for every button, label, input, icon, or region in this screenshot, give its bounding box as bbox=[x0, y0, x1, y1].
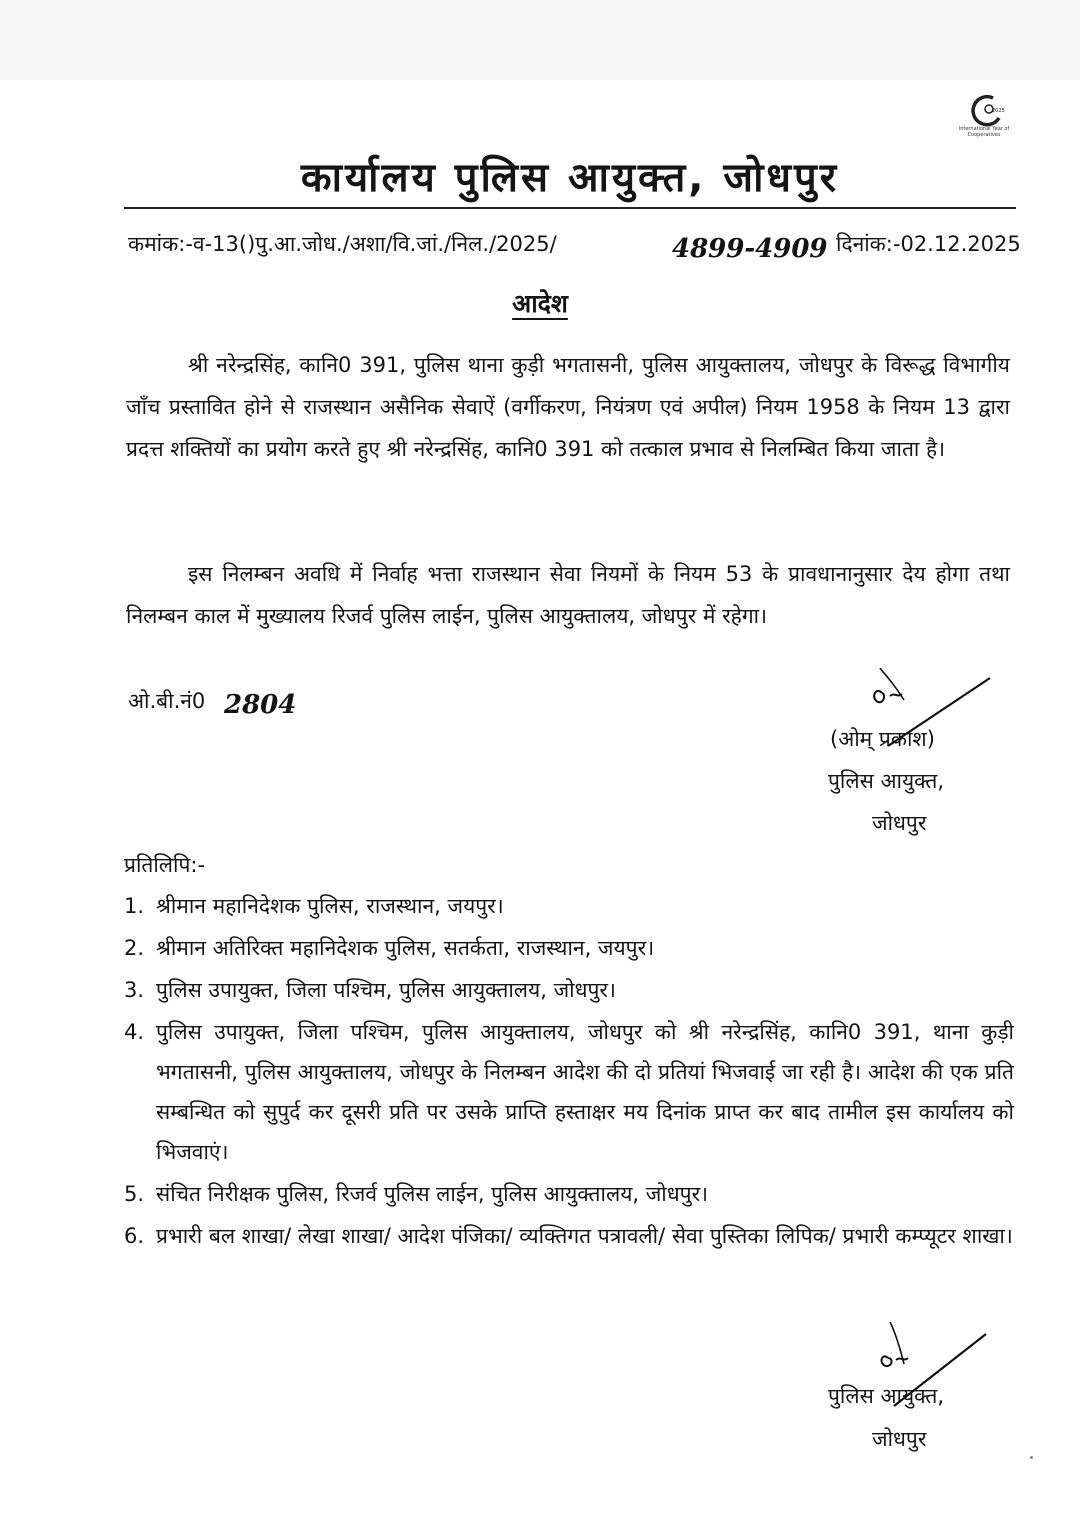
order-title: आदेश bbox=[512, 289, 568, 318]
list-item-number: 5. bbox=[124, 1182, 145, 1206]
order-date: दिनांक:-02.12.2025 bbox=[836, 232, 1021, 256]
office-heading: कार्यालय पुलिस आयुक्त, जोधपुर bbox=[300, 155, 840, 201]
signatory-name: (ओम् प्रकाश) bbox=[830, 727, 935, 751]
heading-rule bbox=[124, 207, 1016, 209]
signatory-city: जोधपुर bbox=[872, 811, 927, 835]
list-item-number: 4. bbox=[124, 1020, 145, 1044]
list-item-number: 6. bbox=[124, 1224, 145, 1248]
list-item bbox=[124, 886, 1014, 926]
list-item-text: प्रभारी बल शाखा/ लेखा शाखा/ आदेश पंजिका/ व्यक्तिगत पत्रावली/ सेवा पुस्तिका लिपिक/ प्रभारी कम्प्यूटर शाखा। bbox=[156, 1224, 1013, 1248]
copies-heading: प्रतिलिपि:- bbox=[124, 853, 206, 877]
list-item-text: पुलिस उपायुक्त, जिला पश्चिम, पुलिस आयुक्तालय, जोधपुर। bbox=[156, 978, 616, 1002]
list-item-number: 2. bbox=[124, 936, 145, 960]
list-item-number: 3. bbox=[124, 978, 145, 1002]
list-item-text: श्रीमान अतिरिक्त महानिदेशक पुलिस, सतर्कता, राजस्थान, जयपुर। bbox=[156, 936, 655, 960]
list-item-number: 1. bbox=[124, 894, 145, 918]
list-item-text: संचित निरीक्षक पुलिस, रिजर्व पुलिस लाईन, पुलिस आयुक्तालय, जोधपुर। bbox=[156, 1182, 709, 1206]
signatory-2-city: जोधपुर bbox=[872, 1427, 927, 1451]
copies-list bbox=[124, 886, 1014, 1258]
list-item-text: पुलिस उपायुक्त, जिला पश्चिम, पुलिस आयुक्तालय, जोधपुर को श्री नरेन्द्रसिंह, कानि0 391, थाना कुड़ी भगतासनी, पुलिस आयुक्तालय, जोधपुर के निलम्बन आदेश की दो प्रतियां भिजवाई जा रही है। आदेश की एक प्रति सम्बन्धित को सुपुर्द कर दूसरी प्रति पर उसके प्राप्ति हस्ताक्षर मय दिनांक प्राप्त कर बाद तामील इस कार्यालय को भिजवाएं। bbox=[156, 1020, 1014, 1164]
order-paragraph-2: इस निलम्बन अवधि में निर्वाह भत्ता राजस्थान सेवा नियमों के नियम 53 के प्रावधानानुसार देय होगा तथा निलम्बन काल में मुख्यालय रिजर्व पुलिस लाईन, पुलिस आयुक्तालय, जोधपुर में रहेगा। bbox=[126, 562, 1010, 628]
signatory-designation: पुलिस आयुक्त, bbox=[828, 769, 945, 793]
ob-label: ओ.बी.नं0 bbox=[128, 689, 206, 713]
scan-speck bbox=[1030, 1456, 1033, 1459]
order-paragraph-1: श्री नरेन्द्रसिंह, कानि0 391, पुलिस थाना कुड़ी भगतासनी, पुलिस आयुक्तालय, जोधपुर के विरूद्ध विभागीय जाँच प्रस्तावित होने से राजस्थान असैनिक सेवाऐं (वर्गीकरण, नियंत्रण एवं अपील) नियम 1958 के नियम 13 द्वारा प्रदत्त शक्तियों का प्रयोग करते हुए श्री नरेन्द्रसिंह, कानि0 391 को तत्काल प्रभाव से निलम्बित किया जाता है। bbox=[126, 353, 1010, 461]
top-margin bbox=[0, 0, 1080, 80]
list-item bbox=[124, 1174, 1014, 1214]
list-item bbox=[124, 928, 1014, 968]
logo-year: 2025 bbox=[992, 108, 1005, 114]
signatory-2-designation: पुलिस आयुक्त, bbox=[828, 1384, 945, 1408]
handwritten-reference-number: 4899-4909 bbox=[672, 234, 828, 264]
logo-caption: International Year of Cooperatives bbox=[958, 126, 1010, 138]
list-item bbox=[124, 1216, 1014, 1256]
reference-number: कमांक:-व-13()पु.आ.जोध./अशा/वि.जां./निल./2025/ bbox=[128, 232, 557, 256]
list-item-text: श्रीमान महानिदेशक पुलिस, राजस्थान, जयपुर। bbox=[156, 894, 504, 918]
handwritten-ob-number: 2804 bbox=[224, 690, 297, 720]
list-item bbox=[124, 970, 1014, 1010]
list-item bbox=[124, 1012, 1014, 1172]
